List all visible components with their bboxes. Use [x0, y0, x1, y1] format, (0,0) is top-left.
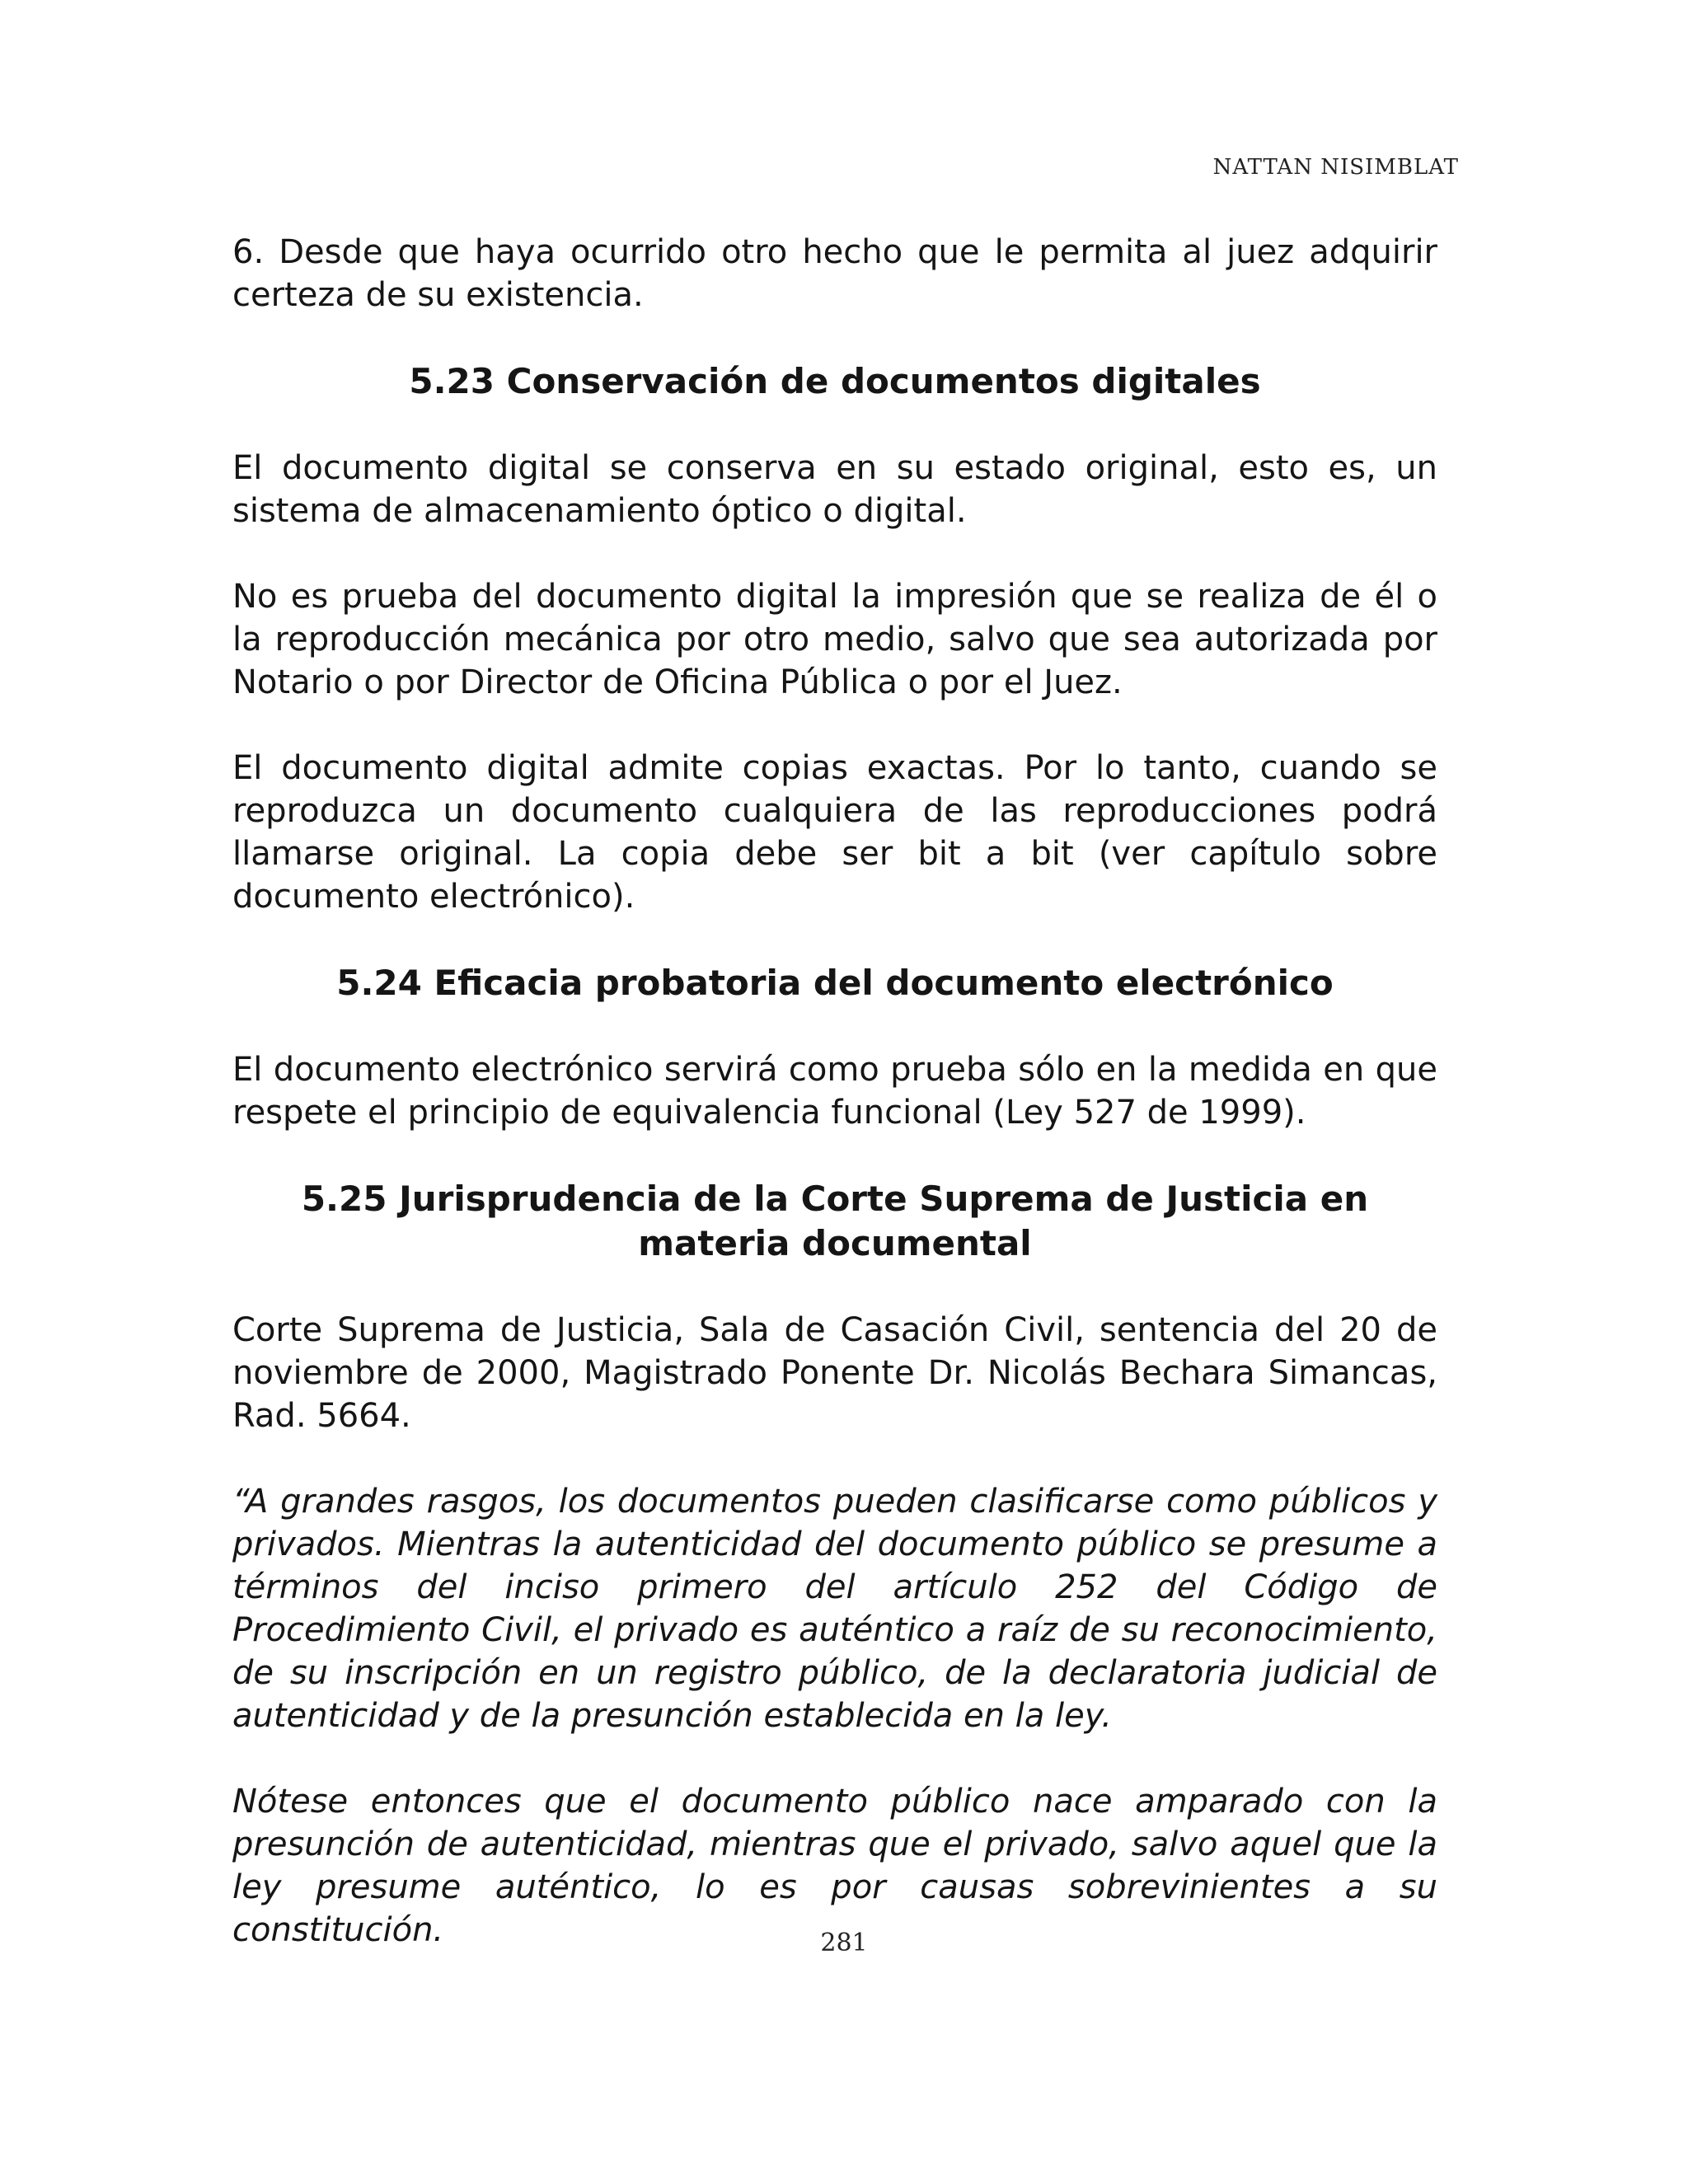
page-body [232, 231, 1437, 1994]
section-heading-5-24: 5.24 Eficacia probatoria del documento electrónico [336, 963, 1334, 1003]
paragraph-citation: Corte Suprema de Justicia, Sala de Casación Civil, sentencia del 20 de noviembre de 2000, Magistrado Ponente Dr. Nicolás Bechara Simancas, Rad. 5664. [232, 1311, 1437, 1435]
section-heading-5-25: 5.25 Jurisprudencia de la Corte Suprema de Justicia en materia documental [301, 1179, 1369, 1263]
paragraph-conservation-2: No es prueba del documento digital la impresión que se realiza de él o la reproducción mecánica por otro medio, salvo que sea autorizada por Notario o por Director de Oficina Pública o por el Juez. [232, 578, 1437, 701]
paragraph-conservation-3: El documento digital admite copias exactas. Por lo tanto, cuando se reproduzca un documento cualquiera de las reproducciones podrá llamarse original. La copia debe ser bit a bit (ver capítulo sobre documento electrónico). [232, 749, 1437, 916]
running-header-author: NATTAN NISIMBLAT [1212, 155, 1459, 180]
paragraph-eficacia: El documento electrónico servirá como prueba sólo en la medida en que respete el principio de equivalencia funcional (Ley 527 de 1999). [232, 1051, 1437, 1132]
quote-paragraph-2: Nótese entonces que el documento público nace amparado con la presunción de autenticidad, mientras que el privado, salvo aquel que la ley presume auténtico, lo es por causas sobrevinientes a su constitución. [232, 1783, 1437, 1949]
page-number: 281 [820, 1929, 868, 1957]
quote-paragraph-1: “A grandes rasgos, los documentos pueden clasificarse como públicos y privados. Mientras la autenticidad del documento público se presume a términos del inciso primero del artículo 252 del Código de Procedimiento Civil, el privado es auténtico a raíz de su reconocimiento, de su inscripción en un registro público, de la declaratoria judicial de autenticidad y de la presunción establecida en la ley. [232, 1483, 1437, 1735]
section-heading-5-23: 5.23 Conservación de documentos digitales [409, 361, 1261, 401]
paragraph-item-6: 6. Desde que haya ocurrido otro hecho que le permita al juez adquirir certeza de su existencia. [232, 233, 1437, 314]
paragraph-conservation-1: El documento digital se conserva en su estado original, esto es, un sistema de almacenamiento óptico o digital. [232, 449, 1437, 530]
